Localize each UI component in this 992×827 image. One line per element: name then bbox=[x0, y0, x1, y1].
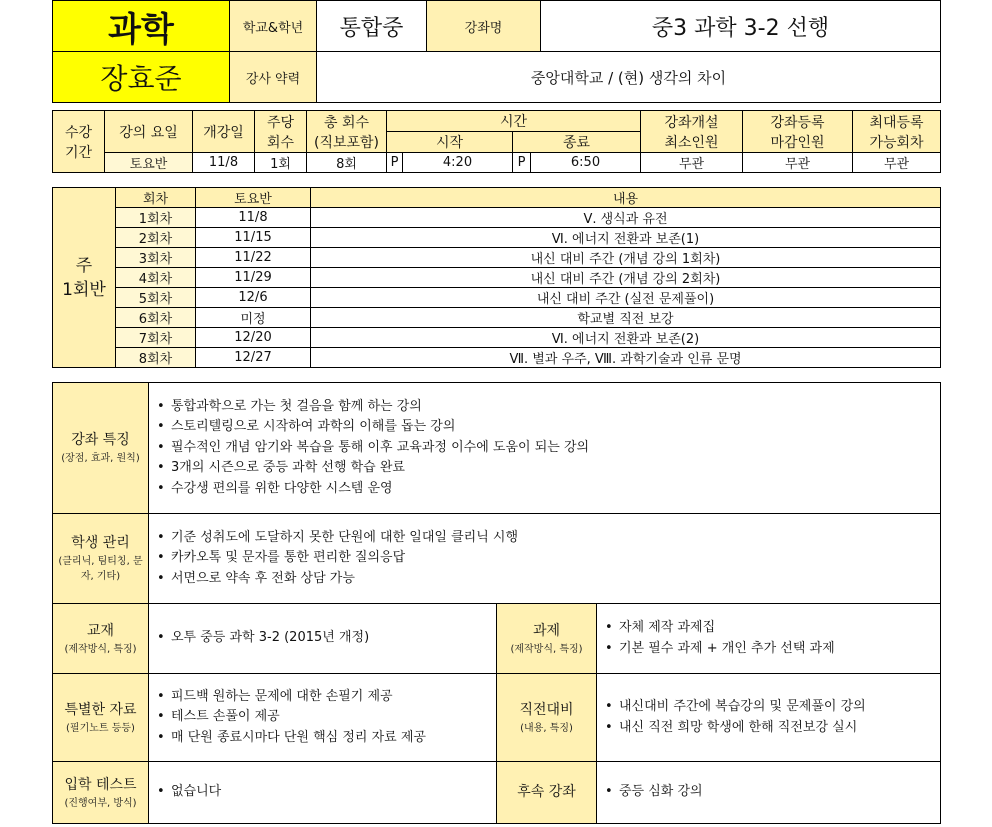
table-row bbox=[53, 228, 941, 248]
exam-prep-label: 직전대비 (내용, 특징) bbox=[497, 674, 597, 762]
feature-label: 강좌 특징 (장점, 효과, 원칙) bbox=[53, 383, 149, 514]
day-label: 강의 요일 bbox=[105, 111, 193, 153]
session-date: 11/29 bbox=[196, 268, 311, 288]
time-start-label: 시작 bbox=[387, 132, 513, 153]
teacher-bio: 중앙대학교 / (현) 생각의 차이 bbox=[317, 52, 941, 103]
session-no: 5회차 bbox=[116, 288, 196, 308]
day-value: 토요반 bbox=[105, 153, 193, 173]
start-ampm: P bbox=[387, 153, 403, 173]
table-row bbox=[53, 308, 941, 328]
start-date-value: 11/8 bbox=[193, 153, 255, 173]
list-item: • 테스트 손풀이 제공 bbox=[157, 709, 280, 725]
entrance-test-label: 입학 테스트 (진행여부, 방식) bbox=[53, 762, 149, 824]
course-info-table bbox=[52, 382, 941, 824]
list-item: • 오투 중등 과학 3-2 (2015년 개정) bbox=[157, 630, 370, 646]
session-content: Ⅵ. 에너지 전환과 보존(2) bbox=[311, 328, 941, 348]
subject-title: 과학 bbox=[53, 1, 230, 52]
schedule-table bbox=[52, 110, 941, 173]
start-time: 4:20 bbox=[403, 153, 513, 173]
session-no: 6회차 bbox=[116, 308, 196, 328]
textbook-content bbox=[149, 604, 497, 674]
materials-label: 특별한 자료 (필기노트 등등) bbox=[53, 674, 149, 762]
table-row bbox=[53, 208, 941, 228]
weekly-side-label: 주 1회반 bbox=[53, 188, 116, 368]
list-item: • 없습니다 bbox=[157, 784, 222, 800]
session-no: 8회차 bbox=[116, 348, 196, 368]
session-content: Ⅴ. 생식과 유전 bbox=[311, 208, 941, 228]
total-count-value: 8회 bbox=[307, 153, 387, 173]
list-item: • 필수적인 개념 암기와 복습을 통해 이후 교육과정 이수에 도움이 되는 강의 bbox=[157, 439, 590, 455]
session-no: 2회차 bbox=[116, 228, 196, 248]
session-date: 미정 bbox=[196, 308, 311, 328]
list-item: • 자체 제작 과제집 bbox=[605, 620, 716, 635]
start-date-label: 개강일 bbox=[193, 111, 255, 153]
max-session-value: 무관 bbox=[853, 153, 941, 173]
date-header: 토요반 bbox=[196, 188, 311, 208]
list-item: • 카카오톡 및 문자를 통한 편리한 질의응답 bbox=[157, 550, 406, 566]
course-title: 중3 과학 3-2 선행 bbox=[541, 1, 941, 52]
weekly-plan-table bbox=[52, 187, 941, 368]
content-header: 내용 bbox=[311, 188, 941, 208]
header-table bbox=[52, 0, 941, 103]
min-enroll-label: 강좌개설 최소인원 bbox=[641, 111, 743, 153]
session-content: 내신 대비 주간 (개념 강의 1회차) bbox=[311, 248, 941, 268]
course-label: 강좌명 bbox=[427, 1, 541, 52]
materials-content bbox=[149, 674, 497, 762]
reg-deadline-label: 강좌등록 마감인원 bbox=[743, 111, 853, 153]
session-date: 11/15 bbox=[196, 228, 311, 248]
session-no: 7회차 bbox=[116, 328, 196, 348]
session-no: 3회차 bbox=[116, 248, 196, 268]
followup-content bbox=[597, 762, 941, 824]
session-header: 회차 bbox=[116, 188, 196, 208]
table-row bbox=[53, 348, 941, 368]
list-item: • 3개의 시즌으로 중등 과학 선행 학습 완료 bbox=[157, 460, 405, 476]
end-time: 6:50 bbox=[531, 153, 641, 173]
list-item: • 서면으로 약속 후 전화 상담 가능 bbox=[157, 570, 355, 586]
reg-deadline-value: 무관 bbox=[743, 153, 853, 173]
weekly-count-value: 1회 bbox=[255, 153, 307, 173]
session-content: 내신 대비 주간 (개념 강의 2회차) bbox=[311, 268, 941, 288]
session-content: Ⅵ. 에너지 전환과 보존(1) bbox=[311, 228, 941, 248]
list-item: • 피드백 원하는 문제에 대한 손필기 제공 bbox=[157, 688, 393, 704]
table-row bbox=[53, 268, 941, 288]
list-item: • 통합과학으로 가는 첫 걸음을 함께 하는 강의 bbox=[157, 398, 422, 414]
end-ampm: P bbox=[513, 153, 531, 173]
session-date: 12/20 bbox=[196, 328, 311, 348]
homework-content bbox=[597, 604, 941, 674]
list-item: • 매 단원 종료시마다 단원 핵심 정리 자료 제공 bbox=[157, 729, 426, 745]
session-date: 11/8 bbox=[196, 208, 311, 228]
max-session-label: 최대등록 가능회차 bbox=[853, 111, 941, 153]
session-date: 11/22 bbox=[196, 248, 311, 268]
bio-label: 강사 약력 bbox=[230, 52, 317, 103]
table-row bbox=[53, 288, 941, 308]
table-row bbox=[53, 248, 941, 268]
management-content bbox=[149, 514, 941, 604]
table-row bbox=[53, 328, 941, 348]
session-no: 4회차 bbox=[116, 268, 196, 288]
time-end-label: 종료 bbox=[513, 132, 641, 153]
list-item: • 기준 성취도에 도달하지 못한 단원에 대한 일대일 클리닉 시행 bbox=[157, 529, 519, 545]
homework-label: 과제 (제작방식, 특징) bbox=[497, 604, 597, 674]
school-label: 학교&학년 bbox=[230, 1, 317, 52]
session-date: 12/6 bbox=[196, 288, 311, 308]
session-no: 1회차 bbox=[116, 208, 196, 228]
teacher-name: 장효준 bbox=[53, 52, 230, 103]
feature-content bbox=[149, 383, 941, 514]
management-label: 학생 관리 (클리닉, 팀티칭, 문자, 기타) bbox=[53, 514, 149, 604]
followup-label: 후속 강좌 bbox=[497, 762, 597, 824]
session-content: Ⅶ. 별과 우주, Ⅷ. 과학기술과 인류 문명 bbox=[311, 348, 941, 368]
exam-prep-content bbox=[597, 674, 941, 762]
entrance-test-content bbox=[149, 762, 497, 824]
textbook-label: 교재 (제작방식, 특징) bbox=[53, 604, 149, 674]
list-item: • 중등 심화 강의 bbox=[605, 784, 703, 800]
weekly-count-label: 주당 회수 bbox=[255, 111, 307, 153]
school-value: 통합중 bbox=[317, 1, 427, 52]
total-count-label: 총 회수 (직보포함) bbox=[307, 111, 387, 153]
list-item: • 기본 필수 과제 + 개인 추가 선택 과제 bbox=[605, 640, 835, 656]
list-item: • 내신 직전 희망 학생에 한해 직전보강 실시 bbox=[605, 719, 858, 735]
session-content: 학교별 직전 보강 bbox=[311, 308, 941, 328]
session-content: 내신 대비 주간 (실전 문제풀이) bbox=[311, 288, 941, 308]
list-item: • 스토리텔링으로 시작하여 과학의 이해를 돕는 강의 bbox=[157, 419, 456, 435]
period-label: 수강 기간 bbox=[53, 111, 105, 173]
time-label: 시간 bbox=[387, 111, 641, 132]
list-item: • 수강생 편의를 위한 다양한 시스템 운영 bbox=[157, 480, 393, 496]
min-enroll-value: 무관 bbox=[641, 153, 743, 173]
session-date: 12/27 bbox=[196, 348, 311, 368]
list-item: • 내신대비 주간에 복습강의 및 문제풀이 강의 bbox=[605, 699, 866, 714]
